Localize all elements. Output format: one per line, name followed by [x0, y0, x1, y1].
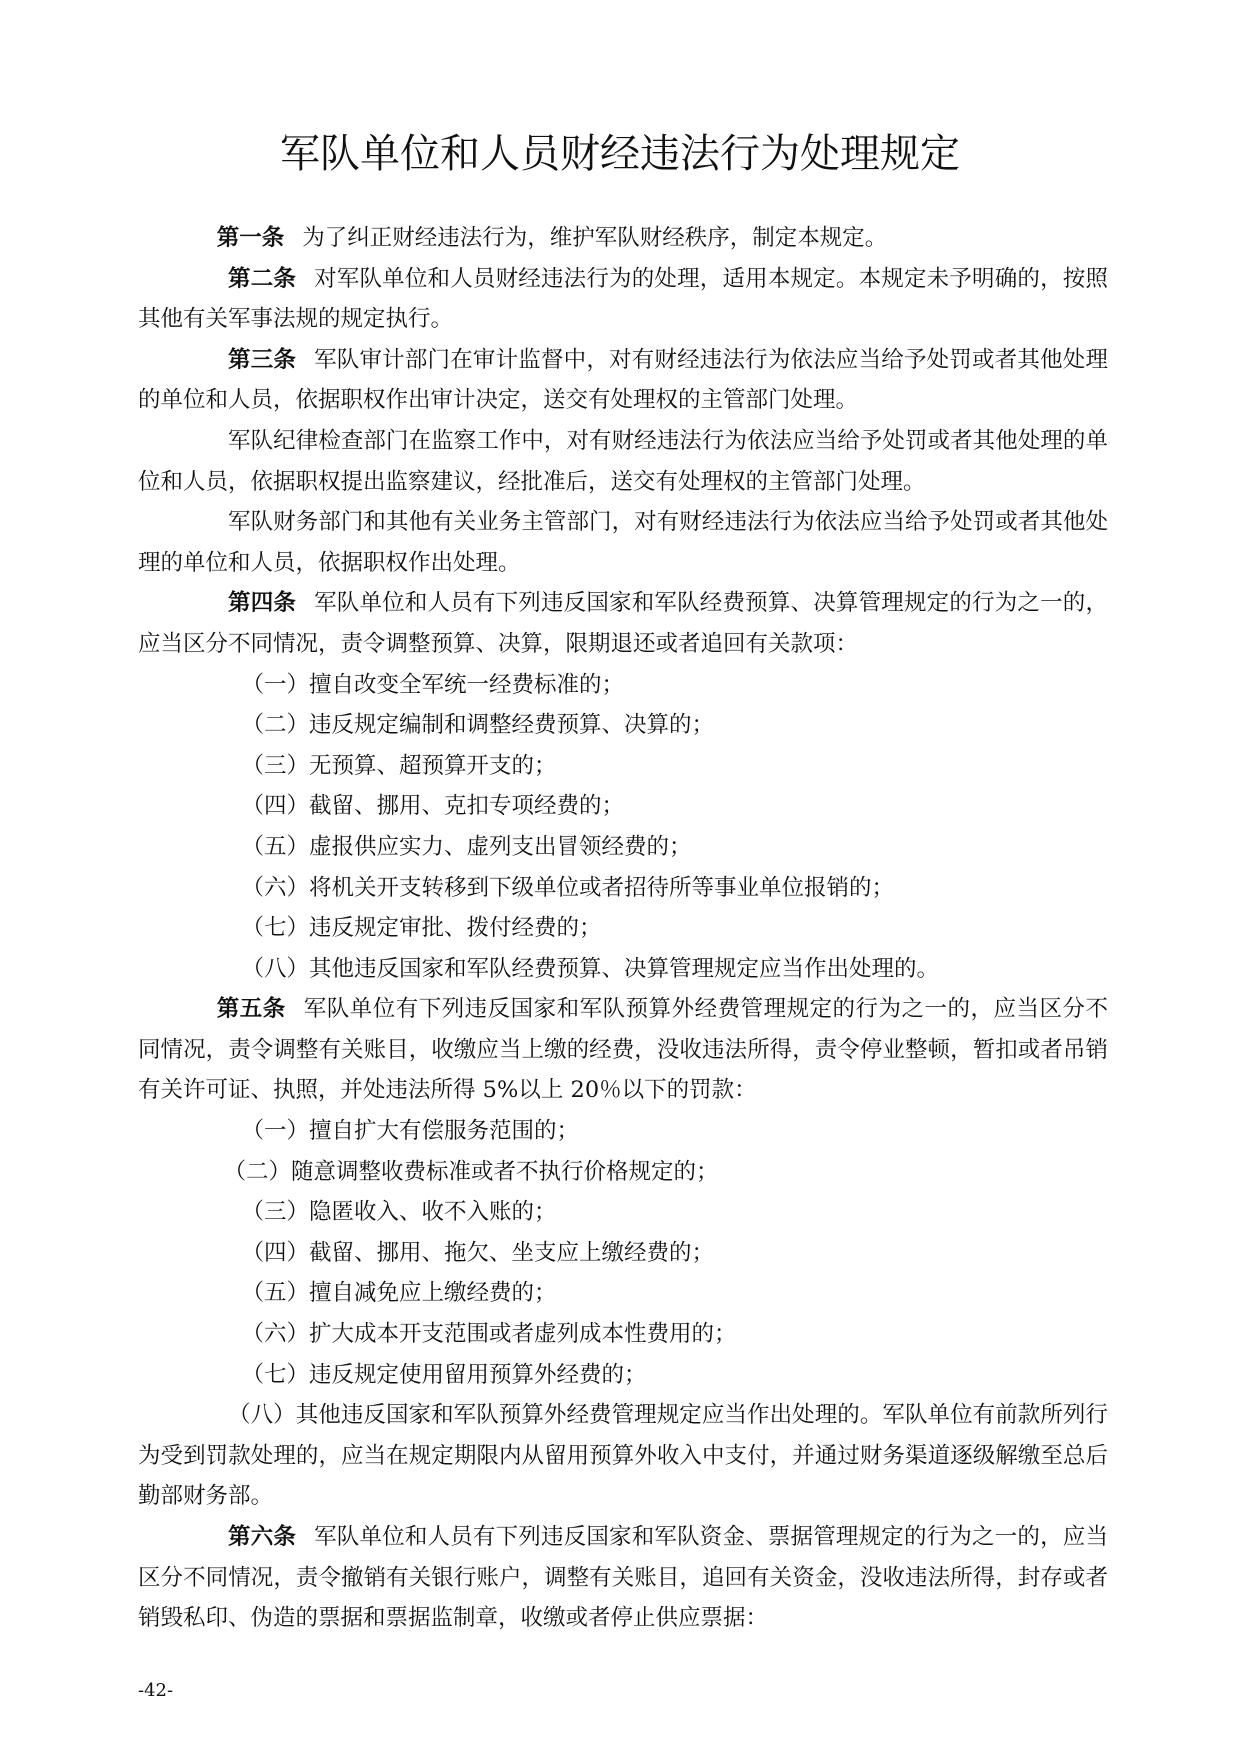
list-item: （七）违反规定使用留用预算外经费的；: [241, 1361, 647, 1388]
article-5: [138, 989, 1108, 1111]
article-2: [138, 259, 1108, 340]
article-label: 第一条: [216, 225, 285, 251]
list-item: （三）无预算、超预算开支的；: [241, 752, 557, 779]
article-text: 对军队单位和人员财经违法行为的处理，适用本规定。本规定未予明确的，按照其他有关军事法规的规定执行。: [138, 265, 1108, 333]
article-text: 军队单位和人员有下列违反国家和军队资金、票据管理规定的行为之一的，应当区分不同情况，责令撤销有关银行账户，调整有关账目，追回有关资金，没收违法所得，封存或者销毁私印、伪造的票据和票据监制章，收缴或者停止供应票据：: [138, 1524, 1108, 1632]
list-item: （二）随意调整收费标准或者不执行价格规定的；: [223, 1158, 719, 1185]
article-1: [138, 218, 1108, 259]
list-item: （四）截留、挪用、克扣专项经费的；: [241, 793, 625, 820]
article-4: [138, 583, 1108, 664]
list-item: （六）扩大成本开支范围或者虚列成本性费用的；: [241, 1321, 737, 1348]
list-item: （三）隐匿收入、收不入账的；: [241, 1199, 557, 1226]
list-item: （二）违反规定编制和调整经费预算、决算的；: [241, 712, 715, 739]
article-label: 第二条: [228, 265, 297, 292]
list-item: （七）违反规定审批、拨付经费的；: [241, 915, 602, 942]
article-6: [138, 1517, 1108, 1639]
article-text: 军队单位和人员有下列违反国家和军队经费预算、决算管理规定的行为之一的，应当区分不同情况，责令调整预算、决算，限期退还或者追回有关款项：: [138, 590, 1108, 657]
article-label: 第五条: [216, 996, 286, 1023]
document-body: [138, 218, 1108, 1639]
article-label: 第四条: [228, 590, 297, 617]
list-item: （一）擅自改变全军统一经费标准的；: [241, 671, 625, 698]
article-label: 第六条: [228, 1524, 297, 1550]
article-label: 第三条: [228, 346, 297, 373]
list-item: （五）擅自减免应上缴经费的；: [241, 1280, 557, 1307]
list-item-last: （八）其他违反国家和军队预算外经费管理规定应当作出处理的。军队单位有前款所列行为受到罚款处理的，应当在规定期限内从留用预算外收入中支付，并通过财务渠道逐级解缴至总后勤部财务部。: [138, 1402, 1108, 1510]
article-3: [138, 340, 1108, 421]
list-item: （五）虚报供应实力、虚列支出冒领经费的；: [241, 833, 692, 860]
article-3-paragraph-3: 军队财务部门和其他有关业务主管部门，对有财经违法行为依法应当给予处罚或者其他处理的单位和人员，依据职权作出处理。: [138, 509, 1108, 576]
list-item: （八）其他违反国家和军队经费预算、决算管理规定应当作出处理的。: [241, 955, 940, 982]
article-text: 为了纠正财经违法行为，维护军队财经秩序，制定本规定。: [302, 225, 888, 251]
article-3-paragraph-2: 军队纪律检查部门在监察工作中，对有财经违法行为依法应当给予处罚或者其他处理的单位和人员，依据职权提出监察建议，经批准后，送交有处理权的主管部门处理。: [138, 427, 1108, 495]
article-text: 军队审计部门在审计监督中，对有财经违法行为依法应当给予处罚或者其他处理的单位和人员，依据职权作出审计决定，送交有处理权的主管部门处理。: [138, 346, 1108, 414]
list-item: （一）擅自扩大有偿服务范围的；: [241, 1118, 580, 1145]
article-text: 军队单位有下列违反国家和军队预算外经费管理规定的行为之一的，应当区分不同情况，责令调整有关账目，收缴应当上缴的经费，没收违法所得，责令停业整顿，暂扣或者吊销有关许可证、执照，并处违法所得 5%以上 20％以下的罚款：: [138, 996, 1108, 1104]
document-title: 军队单位和人员财经违法行为处理规定: [280, 131, 960, 177]
page-number: -42-: [138, 1680, 174, 1701]
list-item: （四）截留、挪用、拖欠、坐支应上缴经费的；: [241, 1239, 715, 1266]
list-item: （六）将机关开支转移到下级单位或者招待所等事业单位报销的；: [241, 874, 895, 901]
